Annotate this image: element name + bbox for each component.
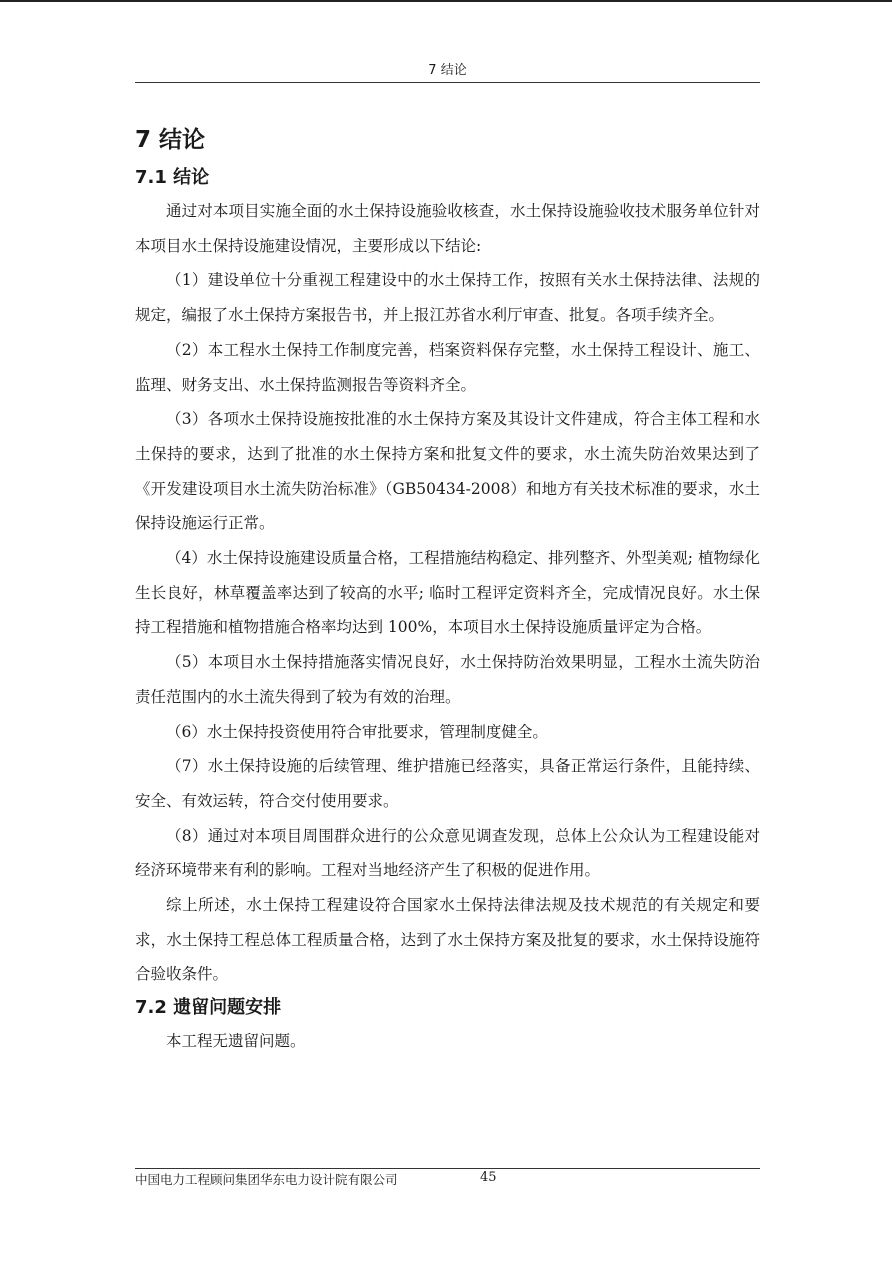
paragraph-item-8: （8）通过对本项目周围群众进行的公众意见调查发现，总体上公众认为工程建设能对经济环境带来有利的影响。工程对当地经济产生了积极的促进作用。 — [135, 826, 760, 880]
section-title-7-2: 7.2 遗留问题安排 — [135, 997, 282, 1019]
paragraph-item-6: （6）水土保持投资使用符合审批要求，管理制度健全。 — [166, 722, 548, 741]
paragraph-item-3: （3）各项水土保持设施按批准的水土保持方案及其设计文件建成，符合主体工程和水土保持的要求，达到了批准的水土保持方案和批复文件的要求，水土流失防治效果达到了《开发建设项目水土流失防治标准》（GB50434-2008）和地方有关技术标准的要求，水土保持设施运行正常。 — [135, 410, 760, 533]
paragraph-item-4: （4）水土保持设施建设质量合格，工程措施结构稳定、排列整齐、外型美观; 植物绿化生长良好，林草覆盖率达到了较高的水平; 临时工程评定资料齐全，完成情况良好。水土保持工程措施和植物措施合格率均达到 100%，本项目水土保持设施质量评定为合格。 — [135, 549, 760, 637]
paragraph-item-2: （2）本工程水土保持工作制度完善，档案资料保存完整，水土保持工程设计、施工、监理、财务支出、水土保持监测报告等资料齐全。 — [135, 340, 760, 394]
paragraph-item-5: （5）本项目水土保持措施落实情况良好，水土保持防治效果明显，工程水土流失防治责任范围内的水土流失得到了较为有效的治理。 — [135, 653, 760, 706]
section-title-7-1: 7.1 结论 — [135, 167, 210, 188]
page-number: 45 — [480, 1170, 497, 1185]
page-body — [135, 118, 760, 1059]
paragraph-no-issues: 本工程无遗留问题。 — [166, 1032, 306, 1051]
footer-organization: 中国电力工程顾问集团华东电力设计院有限公司 — [135, 1172, 398, 1187]
chapter-title: 7 结论 — [135, 127, 206, 153]
paragraph-item-1: （1）建设单位十分重视工程建设中的水土保持工作，按照有关水土保持法律、法规的规定，编报了水土保持方案报告书，并上报江苏省水利厅审查、批复。各项手续齐全。 — [135, 271, 760, 325]
footer-rule — [135, 1168, 760, 1169]
paragraph-item-7: （7）水土保持设施的后续管理、维护措施已经落实，具备正常运行条件，且能持续、安全、有效运转，符合交付使用要求。 — [135, 757, 760, 810]
header-rule — [135, 82, 760, 83]
page-top-border — [0, 0, 892, 2]
paragraph-intro: 通过对本项目实施全面的水土保持设施验收核查，水土保持设施验收技术服务单位针对本项目水土保持设施建设情况，主要形成以下结论: — [135, 202, 760, 255]
paragraph-summary: 综上所述，水土保持工程建设符合国家水土保持法律法规及技术规范的有关规定和要求，水土保持工程总体工程质量合格，达到了水土保持方案及批复的要求，水土保持设施符合验收条件。 — [135, 896, 760, 984]
running-header: 7 结论 — [428, 63, 467, 78]
